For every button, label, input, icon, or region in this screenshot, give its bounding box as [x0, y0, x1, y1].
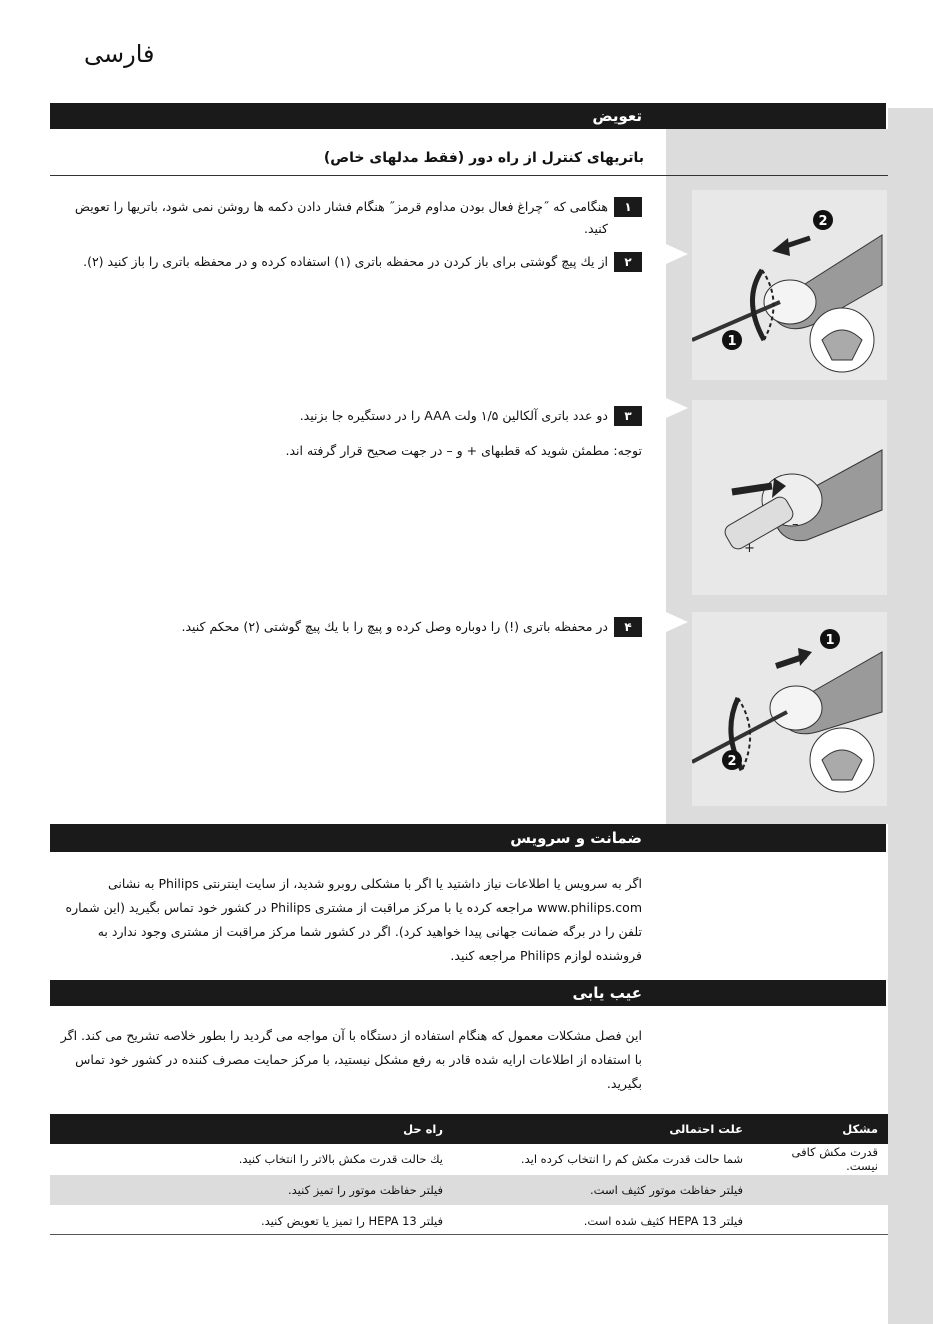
table-cell: فیلتر HEPA 13 را تمیز یا تعویض کنید. [50, 1206, 453, 1237]
table-header-row [50, 1114, 888, 1144]
pointer-arrow [666, 398, 688, 418]
step-text: از یك پیچ گوشتی برای باز کردن در محفظه باتری (۱) استفاده کرده و در محفظه باتری را باز کنید (۲). [83, 254, 608, 269]
table-row [50, 1175, 888, 1206]
table-cell: فیلتر HEPA 13 کثیف شده است. [453, 1206, 753, 1237]
table-cell: فیلتر حفاظت موتور کثیف است. [453, 1175, 753, 1206]
step-number: ۳ [614, 406, 642, 426]
step-text: هنگامی که ˝چراغ فعال بودن مداوم قرمز˝ هنگام فشار دادن دکمه ها روشن نمی شود، باتریها را تعویض کنید. [74, 199, 608, 236]
table-row [50, 1144, 888, 1175]
language-label: فارسی [84, 40, 155, 68]
divider [50, 175, 888, 176]
table-cell [753, 1175, 888, 1206]
table-row [50, 1206, 888, 1237]
table-cell: یك حالت قدرت مکش بالاتر را انتخاب کنید. [50, 1144, 453, 1175]
column-header-problem: مشکل [753, 1114, 888, 1144]
section-heading-replace: تعویض [50, 103, 888, 129]
section-heading-troubleshooting: عیب یابی [50, 980, 888, 1006]
column-header-cause: علت احتمالی [453, 1114, 753, 1144]
table-bottom-rule [50, 1234, 888, 1235]
callout-badge: 2 [818, 214, 828, 229]
step-text: دو عدد باتری آلكالین ۱/۵ ولت AAA را در دستگیره جا بزنید. [299, 408, 608, 423]
step-number: ۲ [614, 252, 642, 272]
step-number: ۱ [614, 197, 642, 217]
table-cell [753, 1206, 888, 1237]
svg-text:–: – [792, 517, 799, 532]
section-heading-service: ضمانت و سرویس [50, 824, 888, 852]
illustration-close-battery-cover [692, 612, 887, 806]
callout-badge: 1 [825, 633, 835, 648]
subheading: باتریهای کنترل از راه دور (فقط مدلهای خاص) [323, 150, 644, 166]
callout-badge: 1 [727, 334, 737, 349]
table-cell: فیلتر حفاظت موتور را تمیز کنید. [50, 1175, 453, 1206]
step-text: در محفظه باتری (!) را دوباره وصل کرده و پیچ را با یك پیچ گوشتی (۲) محکم کنید. [181, 619, 608, 634]
pointer-arrow [666, 612, 688, 632]
table-cell: شما حالت قدرت مکش کم را انتخاب کرده اید. [453, 1144, 753, 1175]
service-paragraph: اگر به سرویس یا اطلاعات نیاز داشتید یا اگر با مشکلی روبرو شدید، از سایت اینترنتی Philips به نشانی www.philips.com مراجعه کرده یا با مرکز مراقبت از مشتری Philips در کشور خود تماس بگیرید (این شماره تلفن را در برگه ضمانت جهانی پیدا خواهید کرد). اگر در کشور شما مرکز مراقبت از مشتری وجود ندارد به فروشنده لوازم Philips مراجعه کنید. [65, 876, 642, 963]
step-note: توجه: مطمئن شوید که قطبهای + و – در جهت صحیح قرار گرفته اند. [285, 443, 642, 458]
troubleshooting-table [50, 1114, 888, 1237]
pointer-arrow [666, 244, 688, 264]
troubleshooting-paragraph: این فصل مشکلات معمول که هنگام استفاده از دستگاه با آن مواجه می گردید را بطور خلاصه تشریح می کند. اگر با استفاده از اطلاعات ارایه شده قادر به رفع مشکل نیستید، با مرکز حمایت مصرف کننده در کشور خود تماس بگیرید. [60, 1028, 642, 1091]
table-cell: قدرت مکش کافی نیست. [753, 1144, 888, 1175]
column-header-solution: راه حل [50, 1114, 453, 1144]
callout-badge: 2 [727, 754, 737, 769]
illustration-insert-batteries [692, 400, 887, 595]
step-number: ۴ [614, 617, 642, 637]
side-tab [888, 108, 933, 1324]
svg-text:+: + [744, 541, 755, 556]
illustration-open-battery-cover [692, 190, 887, 380]
